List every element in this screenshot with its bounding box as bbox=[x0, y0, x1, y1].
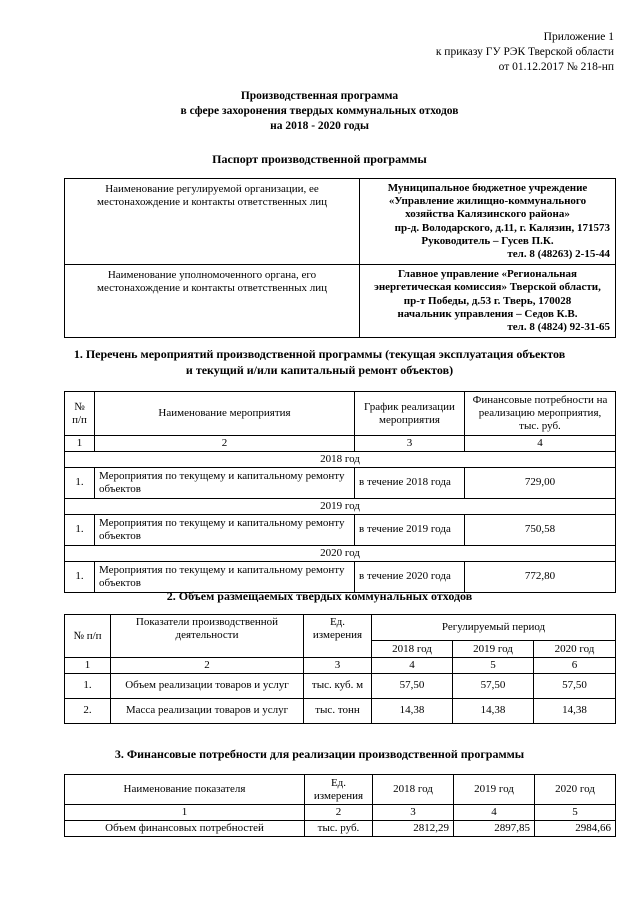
passport-value-line: пр-д. Володарского, д.11, г. Калязин, 171573 bbox=[394, 221, 610, 234]
row-number: 1. bbox=[65, 561, 95, 592]
column-number-row bbox=[65, 805, 616, 821]
column-number: 3 bbox=[373, 805, 454, 821]
passport-heading: Паспорт производственной программы bbox=[212, 152, 427, 166]
passport-value bbox=[360, 179, 616, 265]
indicator-value: 14,38 bbox=[372, 698, 453, 723]
header-schedule: График реализации мероприятия bbox=[355, 392, 465, 436]
column-number: 2 bbox=[305, 805, 373, 821]
indicator-value: 57,50 bbox=[372, 673, 453, 698]
row-number: 2. bbox=[65, 698, 111, 723]
column-number: 4 bbox=[465, 436, 616, 452]
header-unit: Ед. измерения bbox=[304, 615, 372, 658]
activity-amount: 772,80 bbox=[465, 561, 616, 592]
section-2-table bbox=[64, 614, 616, 724]
header-year: 2018 год bbox=[372, 641, 453, 658]
activity-name: Мероприятия по текущему и капитальному ремонту объектов bbox=[95, 467, 355, 498]
year-row bbox=[65, 451, 616, 467]
table-row bbox=[65, 514, 616, 545]
table-row bbox=[65, 820, 616, 836]
appendix-line-1: Приложение 1 bbox=[543, 31, 614, 43]
passport-label: Наименование регулируемой организации, ее местонахождение и контакты ответственных лиц bbox=[65, 179, 360, 265]
indicator-value: 2984,66 bbox=[535, 820, 616, 836]
section-3-table bbox=[64, 774, 616, 837]
indicator-unit: тыс. тонн bbox=[304, 698, 372, 723]
indicator-unit: тыс. куб. м bbox=[304, 673, 372, 698]
activity-name: Мероприятия по текущему и капитальному ремонту объектов bbox=[95, 514, 355, 545]
appendix-line-2: к приказу ГУ РЭК Тверской области bbox=[435, 45, 614, 58]
passport-row bbox=[65, 265, 616, 338]
column-number: 3 bbox=[304, 658, 372, 674]
table-row bbox=[65, 698, 616, 723]
section-1-title bbox=[0, 347, 639, 378]
indicator-name: Масса реализации товаров и услуг bbox=[111, 698, 304, 723]
header-regulated-period: Регулируемый период bbox=[372, 615, 616, 641]
column-number: 4 bbox=[372, 658, 453, 674]
column-number: 2 bbox=[111, 658, 304, 674]
table-row bbox=[65, 561, 616, 592]
row-number: 1. bbox=[65, 673, 111, 698]
header-indicator-name: Наименование показателя bbox=[65, 775, 305, 805]
section-2-title: 2. Объем размещаемых твердых коммунальных отходов bbox=[166, 589, 473, 603]
indicator-value: 2897,85 bbox=[454, 820, 535, 836]
header-year: 2019 год bbox=[454, 775, 535, 805]
activity-schedule: в течение 2020 года bbox=[355, 561, 465, 592]
passport-row bbox=[65, 179, 616, 265]
header-financial-needs: Финансовые потребности на реализацию мероприятия, тыс. руб. bbox=[465, 392, 616, 436]
header-year: 2018 год bbox=[373, 775, 454, 805]
passport-value bbox=[360, 265, 616, 338]
header-indicator: Показатели производственной деятельности bbox=[111, 615, 304, 658]
appendix-line-3: от 01.12.2017 № 218-нп bbox=[498, 60, 614, 73]
indicator-name: Объем финансовых потребностей bbox=[65, 820, 305, 836]
passport-value-line: «Управление жилищно-коммунального bbox=[388, 195, 587, 208]
table-row bbox=[65, 673, 616, 698]
year-label: 2019 год bbox=[65, 498, 616, 514]
column-number: 5 bbox=[535, 805, 616, 821]
passport-table bbox=[64, 178, 616, 338]
activity-schedule: в течение 2018 года bbox=[355, 467, 465, 498]
activity-amount: 750,58 bbox=[465, 514, 616, 545]
indicator-value: 57,50 bbox=[453, 673, 534, 698]
year-row bbox=[65, 545, 616, 561]
indicator-value: 14,38 bbox=[534, 698, 616, 723]
title-line-1: Производственная программа bbox=[240, 90, 399, 102]
table-header-row bbox=[65, 775, 616, 805]
year-row bbox=[65, 498, 616, 514]
section-1-title-line-1: 1. Перечень мероприятий производственной программы (текущая эксплуатация объектов bbox=[73, 347, 566, 361]
column-number: 1 bbox=[65, 658, 111, 674]
year-label: 2018 год bbox=[65, 451, 616, 467]
column-number: 4 bbox=[454, 805, 535, 821]
header-year: 2020 год bbox=[534, 641, 616, 658]
document-title bbox=[0, 89, 639, 134]
header-number: № п/п bbox=[65, 392, 95, 436]
passport-value-line: Главное управление «Региональная bbox=[398, 268, 577, 281]
table-row bbox=[65, 467, 616, 498]
passport-value-line: энергетическая комиссия» Тверской области, bbox=[374, 281, 601, 294]
indicator-value: 14,38 bbox=[453, 698, 534, 723]
activity-amount: 729,00 bbox=[465, 467, 616, 498]
row-number: 1. bbox=[65, 467, 95, 498]
section-1-title-line-2: и текущий и/или капитальный ремонт объектов) bbox=[185, 362, 454, 377]
header-unit: Ед. измерения bbox=[305, 775, 373, 805]
column-number: 5 bbox=[453, 658, 534, 674]
passport-value-line: Руководитель – Гусев П.К. bbox=[421, 234, 554, 247]
column-number-row bbox=[65, 658, 616, 674]
section-1-table bbox=[64, 391, 616, 593]
passport-value-line: тел. 8 (4824) 92-31-65 bbox=[507, 320, 610, 333]
activity-schedule: в течение 2019 года bbox=[355, 514, 465, 545]
column-number: 1 bbox=[65, 805, 305, 821]
indicator-value: 2812,29 bbox=[373, 820, 454, 836]
passport-value-line: пр-т Победы, д.53 г. Тверь, 170028 bbox=[403, 294, 572, 307]
column-number: 2 bbox=[95, 436, 355, 452]
column-number-row bbox=[65, 436, 616, 452]
title-line-3: на 2018 - 2020 годы bbox=[270, 119, 369, 132]
table-header-row bbox=[65, 392, 616, 436]
activity-name: Мероприятия по текущему и капитальному ремонту объектов bbox=[95, 561, 355, 592]
header-activity-name: Наименование мероприятия bbox=[95, 392, 355, 436]
column-number: 6 bbox=[534, 658, 616, 674]
table-header-row bbox=[65, 615, 616, 641]
header-number: № п/п bbox=[65, 615, 111, 658]
appendix-header bbox=[436, 30, 614, 75]
column-number: 3 bbox=[355, 436, 465, 452]
header-year: 2020 год bbox=[535, 775, 616, 805]
section-3-title: 3. Финансовые потребности для реализации производственной программы bbox=[114, 747, 525, 761]
column-number: 1 bbox=[65, 436, 95, 452]
header-year: 2019 год bbox=[453, 641, 534, 658]
passport-value-line: хозяйства Калязинского района» bbox=[405, 208, 570, 221]
passport-value-line: Муниципальное бюджетное учреждение bbox=[387, 182, 588, 194]
passport-label: Наименование уполномоченного органа, его местонахождение и контакты ответственных лиц bbox=[65, 265, 360, 338]
indicator-unit: тыс. руб. bbox=[305, 820, 373, 836]
indicator-value: 57,50 bbox=[534, 673, 616, 698]
indicator-name: Объем реализации товаров и услуг bbox=[111, 673, 304, 698]
passport-value-line: тел. 8 (48263) 2-15-44 bbox=[507, 247, 610, 260]
passport-value-line: начальник управления – Седов К.В. bbox=[397, 307, 578, 320]
title-line-2: в сфере захоронения твердых коммунальных отходов bbox=[180, 104, 459, 117]
row-number: 1. bbox=[65, 514, 95, 545]
year-label: 2020 год bbox=[65, 545, 616, 561]
